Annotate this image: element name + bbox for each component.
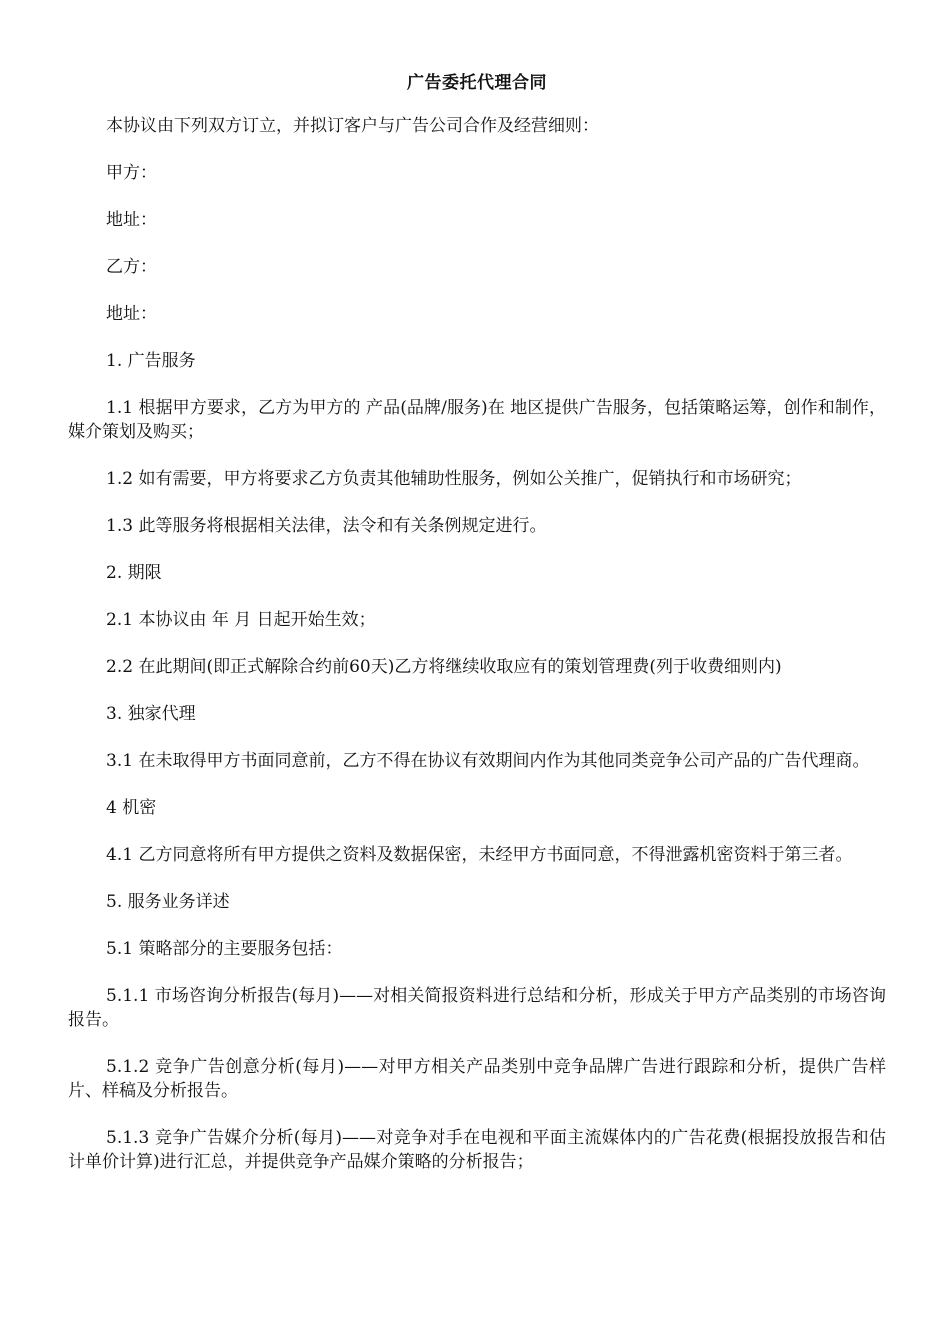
section-heading-5: 5. 服务业务详述	[106, 892, 230, 912]
clause-5-1-2: 5.1.2 竞争广告创意分析(每月)——对甲方相关产品类别中竞争品牌广告进行跟踪和分析，提供广告样片、样稿及分析报告。	[68, 1057, 886, 1101]
section-heading-2: 2. 期限	[106, 563, 162, 583]
section-heading-4: 4 机密	[106, 798, 157, 818]
clause-1-2: 1.2 如有需要，甲方将要求乙方负责其他辅助性服务，例如公关推广，促销执行和市场研究；	[106, 469, 802, 489]
clause-5-1: 5.1 策略部分的主要服务包括：	[106, 939, 343, 959]
clause-4-1: 4.1 乙方同意将所有甲方提供之资料及数据保密，未经甲方书面同意，不得泄露机密资料于第三者。	[106, 845, 853, 865]
document-title: 广告委托代理合同	[407, 73, 547, 93]
document-page	[68, 72, 886, 1197]
clause-2-2: 2.2 在此期间(即正式解除合约前60天)乙方将继续收取应有的策划管理费(列于收费细则内)	[106, 657, 782, 677]
section-heading-3: 3. 独家代理	[106, 704, 196, 724]
intro-paragraph: 本协议由下列双方订立，并拟订客户与广告公司合作及经营细则：	[106, 116, 599, 136]
clause-3-1: 3.1 在未取得甲方书面同意前，乙方不得在协议有效期间内作为其他同类竞争公司产品的广告代理商。	[106, 751, 870, 771]
section-heading-1: 1. 广告服务	[106, 351, 196, 371]
clause-2-1: 2.1 本协议由 年 月 日起开始生效；	[106, 610, 376, 630]
clause-1-3: 1.3 此等服务将根据相关法律，法令和有关条例规定进行。	[106, 516, 547, 536]
clause-1-1: 1.1 根据甲方要求，乙方为甲方的 产品(品牌/服务)在 地区提供广告服务，包括策略运筹，创作和制作，媒介策划及购买；	[68, 398, 886, 442]
party-a-address-label: 地址：	[106, 210, 157, 230]
party-b-address-label: 地址：	[106, 304, 157, 324]
clause-5-1-1: 5.1.1 市场咨询分析报告(每月)——对相关简报资料进行总结和分析，形成关于甲方产品类别的市场咨询报告。	[68, 986, 886, 1030]
party-a-label: 甲方：	[106, 163, 157, 183]
clause-5-1-3: 5.1.3 竞争广告媒介分析(每月)——对竞争对手在电视和平面主流媒体内的广告花费(根据投放报告和估计单价计算)进行汇总，并提供竞争产品媒介策略的分析报告；	[68, 1128, 886, 1172]
party-b-label: 乙方：	[106, 257, 157, 277]
